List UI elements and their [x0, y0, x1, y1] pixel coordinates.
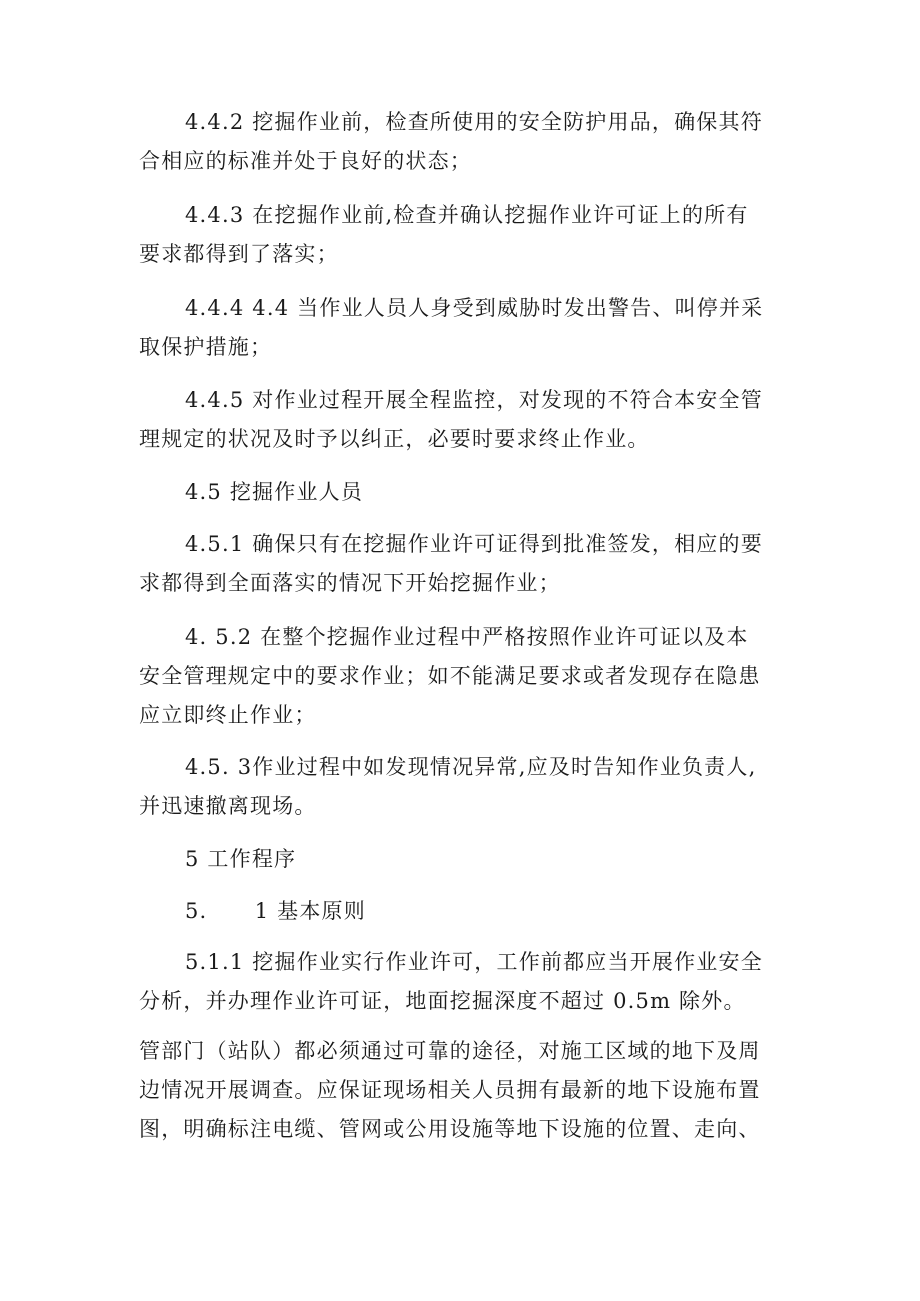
- text-line: 4.4.3 在挖掘作业前,检查并确认挖掘作业许可证上的所有: [185, 203, 749, 227]
- text-line: 求都得到全面落实的情况下开始挖掘作业；: [139, 571, 561, 595]
- text-line: 4.4.2 挖掘作业前，检查所使用的安全防护用品，确保其符: [185, 110, 763, 134]
- text-line: 4.4.4 4.4 当作业人员人身受到威胁时发出警告、叫停并采: [185, 296, 764, 320]
- text-line: 5 工作程序: [185, 847, 297, 871]
- paragraph-continuation: [139, 1032, 787, 1149]
- text-line: 5. 1 基本原则: [185, 899, 366, 923]
- text-line: 应立即终止作业；: [139, 703, 317, 727]
- text-line: 边情况开展调查。应保证现场相关人员拥有最新的地下设施布置: [139, 1078, 761, 1102]
- text-line: 图，明确标注电缆、管网或公用设施等地下设施的位置、走向、: [139, 1117, 761, 1141]
- text-line: 管部门（站队）都必须通过可靠的途径，对施工区域的地下及周: [139, 1039, 761, 1063]
- section-heading-5-1: [139, 892, 787, 931]
- text-line: 并迅速撤离现场。: [139, 794, 317, 818]
- text-line: 4.4.5 对作业过程开展全程监控，对发现的不符合本安全管: [185, 388, 763, 412]
- paragraph-5-1-1: [139, 943, 787, 1021]
- paragraph-4-4-5: [139, 381, 787, 459]
- paragraph-4-5-3: [139, 748, 787, 826]
- text-line: 取保护措施；: [139, 335, 273, 359]
- text-line: 分析，并办理作业许可证，地面挖掘深度不超过 0.5m 除外。: [139, 989, 746, 1013]
- text-line: 理规定的状况及时予以纠正，必要时要求终止作业。: [139, 427, 650, 451]
- text-line: 4.5 挖掘作业人员: [185, 480, 364, 504]
- paragraph-4-4-3: [139, 196, 787, 274]
- paragraph-4-5-1: [139, 525, 787, 603]
- section-heading-5: [139, 840, 787, 879]
- text-line: 4. 5.2 在整个挖掘作业过程中严格按照作业许可证以及本: [185, 625, 749, 649]
- text-line: 要求都得到了落实；: [139, 242, 339, 266]
- text-line: 5.1.1 挖掘作业实行作业许可，工作前都应当开展作业安全: [185, 950, 763, 974]
- text-line: 4.5.1 确保只有在挖掘作业许可证得到批准签发，相应的要: [185, 532, 763, 556]
- text-line: 4.5. 3作业过程中如发现情况异常,应及时告知作业负责人,: [185, 755, 757, 779]
- paragraph-4-5-2: [139, 618, 787, 735]
- paragraph-4-4-4: [139, 289, 787, 367]
- section-heading-4-5: [139, 473, 787, 512]
- text-line: 安全管理规定中的要求作业；如不能满足要求或者发现存在隐患: [139, 664, 761, 688]
- text-line: 合相应的标准并处于良好的状态；: [139, 149, 472, 173]
- paragraph-4-4-2: [139, 103, 787, 181]
